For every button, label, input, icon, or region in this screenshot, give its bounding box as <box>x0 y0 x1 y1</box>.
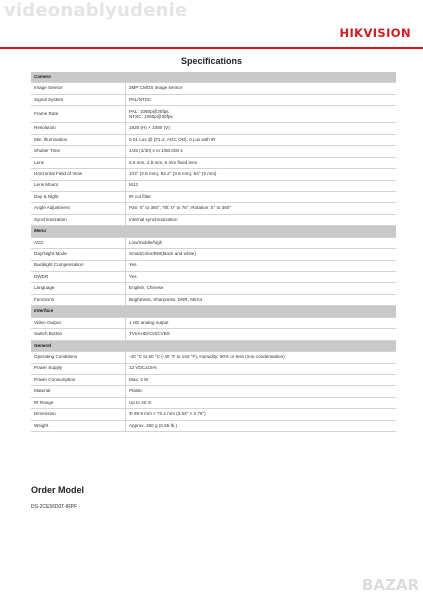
spec-key: DWDR <box>31 272 126 283</box>
spec-key: Synchronization <box>31 214 126 225</box>
spec-key: Resolution <box>31 123 126 134</box>
spec-key: Lens <box>31 157 126 168</box>
spec-key: Power Consumption <box>31 374 126 385</box>
spec-value: 0.01 Lux @ (F1.2, AGC ON), 0 Lux with IR <box>126 134 397 145</box>
section-header-label: Menu <box>31 226 396 237</box>
spec-value: Internal synchronization <box>126 214 397 225</box>
spec-key: Angle Adjustment <box>31 203 126 214</box>
spec-row <box>31 272 396 283</box>
section-header-menu <box>31 226 396 237</box>
section-header-label: General <box>31 340 396 351</box>
bazar-watermark: BAZAR <box>361 576 419 594</box>
spec-value: Pan: 0° to 360°, Tilt: 0° to 75°, Rotation: 0° to 360° <box>126 203 397 214</box>
spec-value: 1 HD analog output <box>126 317 397 328</box>
spec-row <box>31 363 396 374</box>
spec-row <box>31 374 396 385</box>
spec-row <box>31 123 396 134</box>
spec-value: English, Chinese <box>126 283 397 294</box>
spec-row <box>31 329 396 340</box>
spec-key: Dimension <box>31 409 126 420</box>
spec-value: IR cut filter <box>126 191 397 202</box>
spec-value: -40 °C to 60 °C (-40 °F to 140 °F), Humidity: 90% or less (non-condensation) <box>126 352 397 363</box>
spec-row <box>31 317 396 328</box>
spec-row <box>31 397 396 408</box>
spec-key: Operating Conditions <box>31 352 126 363</box>
spec-row <box>31 420 396 431</box>
spec-row <box>31 94 396 105</box>
section-header-interface <box>31 306 396 317</box>
spec-key: Material <box>31 386 126 397</box>
spec-row <box>31 237 396 248</box>
spec-row <box>31 180 396 191</box>
spec-row <box>31 134 396 145</box>
spec-key: Backlight Compensation <box>31 260 126 271</box>
section-header-label: Camera <box>31 72 396 83</box>
spec-row <box>31 146 396 157</box>
spec-key: Power Supply <box>31 363 126 374</box>
spec-row <box>31 294 396 305</box>
spec-key: Min. Illumination <box>31 134 126 145</box>
spec-value: 103° (2.8 mm), 82.2° (3.6 mm), 54° (6 mm) <box>126 169 397 180</box>
spec-key: Signal System <box>31 94 126 105</box>
spec-row <box>31 157 396 168</box>
order-model-number: DS-2CE56D0T-IRPF <box>31 504 78 510</box>
spec-key: IR Range <box>31 397 126 408</box>
spec-value: TVI/AHD/CVI/CVBS <box>126 329 397 340</box>
spec-row <box>31 260 396 271</box>
spec-row <box>31 83 396 94</box>
header-divider <box>0 47 423 49</box>
spec-key: Frame Rate <box>31 106 126 123</box>
spec-row <box>31 386 396 397</box>
spec-key: Shutter Time <box>31 146 126 157</box>
spec-value: 1/25 (1/30) s to 1/50,000 s <box>126 146 397 157</box>
spec-value: Low/middle/high <box>126 237 397 248</box>
specifications-table <box>31 72 396 432</box>
watermark-text: videonablyudenie <box>4 0 188 21</box>
spec-key: Day/Night Mode <box>31 249 126 260</box>
spec-key: Language <box>31 283 126 294</box>
page-title: Specifications <box>180 56 243 66</box>
spec-row <box>31 169 396 180</box>
spec-value: Plastic <box>126 386 397 397</box>
spec-key: Image Sensor <box>31 83 126 94</box>
section-header-label: Interface <box>31 306 396 317</box>
spec-value: Yes <box>126 272 397 283</box>
spec-value: 3.6 mm, 2.8 mm, 6 mm fixed lens <box>126 157 397 168</box>
spec-value: 12 VDC±15% <box>126 363 397 374</box>
spec-value: Brightness, Sharpness, DNR, Mirror <box>126 294 397 305</box>
spec-value: Smart/color/BW(black and white) <box>126 249 397 260</box>
spec-value: Yes <box>126 260 397 271</box>
spec-value: 1920 (H) × 1080 (V) <box>126 123 397 134</box>
section-header-general <box>31 340 396 351</box>
spec-row <box>31 191 396 202</box>
spec-value: Up to 20 m <box>126 397 397 408</box>
spec-row <box>31 214 396 225</box>
spec-key: AGC <box>31 237 126 248</box>
spec-row <box>31 106 396 123</box>
spec-value: 2MP CMOS image sensor <box>126 83 397 94</box>
spec-row <box>31 283 396 294</box>
spec-row <box>31 203 396 214</box>
spec-row <box>31 409 396 420</box>
order-model-heading: Order Model <box>31 485 85 495</box>
spec-key: Lens Mount <box>31 180 126 191</box>
spec-value: Max. 4 W <box>126 374 397 385</box>
spec-key: Functions <box>31 294 126 305</box>
spec-key: Switch Button <box>31 329 126 340</box>
spec-key: Video Output <box>31 317 126 328</box>
spec-value: Φ 89.9 mm × 70.1 mm (3.54" × 2.76") <box>126 409 397 420</box>
spec-key: Day & Night <box>31 191 126 202</box>
spec-row <box>31 249 396 260</box>
spec-key: Weight <box>31 420 126 431</box>
spec-row <box>31 352 396 363</box>
spec-value: PAL/NTSC <box>126 94 397 105</box>
spec-value: PAL: 1080p@25fps NTSC: 1080p@30fps <box>126 106 397 123</box>
spec-value: M12 <box>126 180 397 191</box>
spec-key: Horizontal Field of View <box>31 169 126 180</box>
section-header-camera <box>31 72 396 83</box>
spec-value: Approx. 250 g (0.55 lb.) <box>126 420 397 431</box>
hikvision-logo: HIKVISION <box>339 26 411 40</box>
